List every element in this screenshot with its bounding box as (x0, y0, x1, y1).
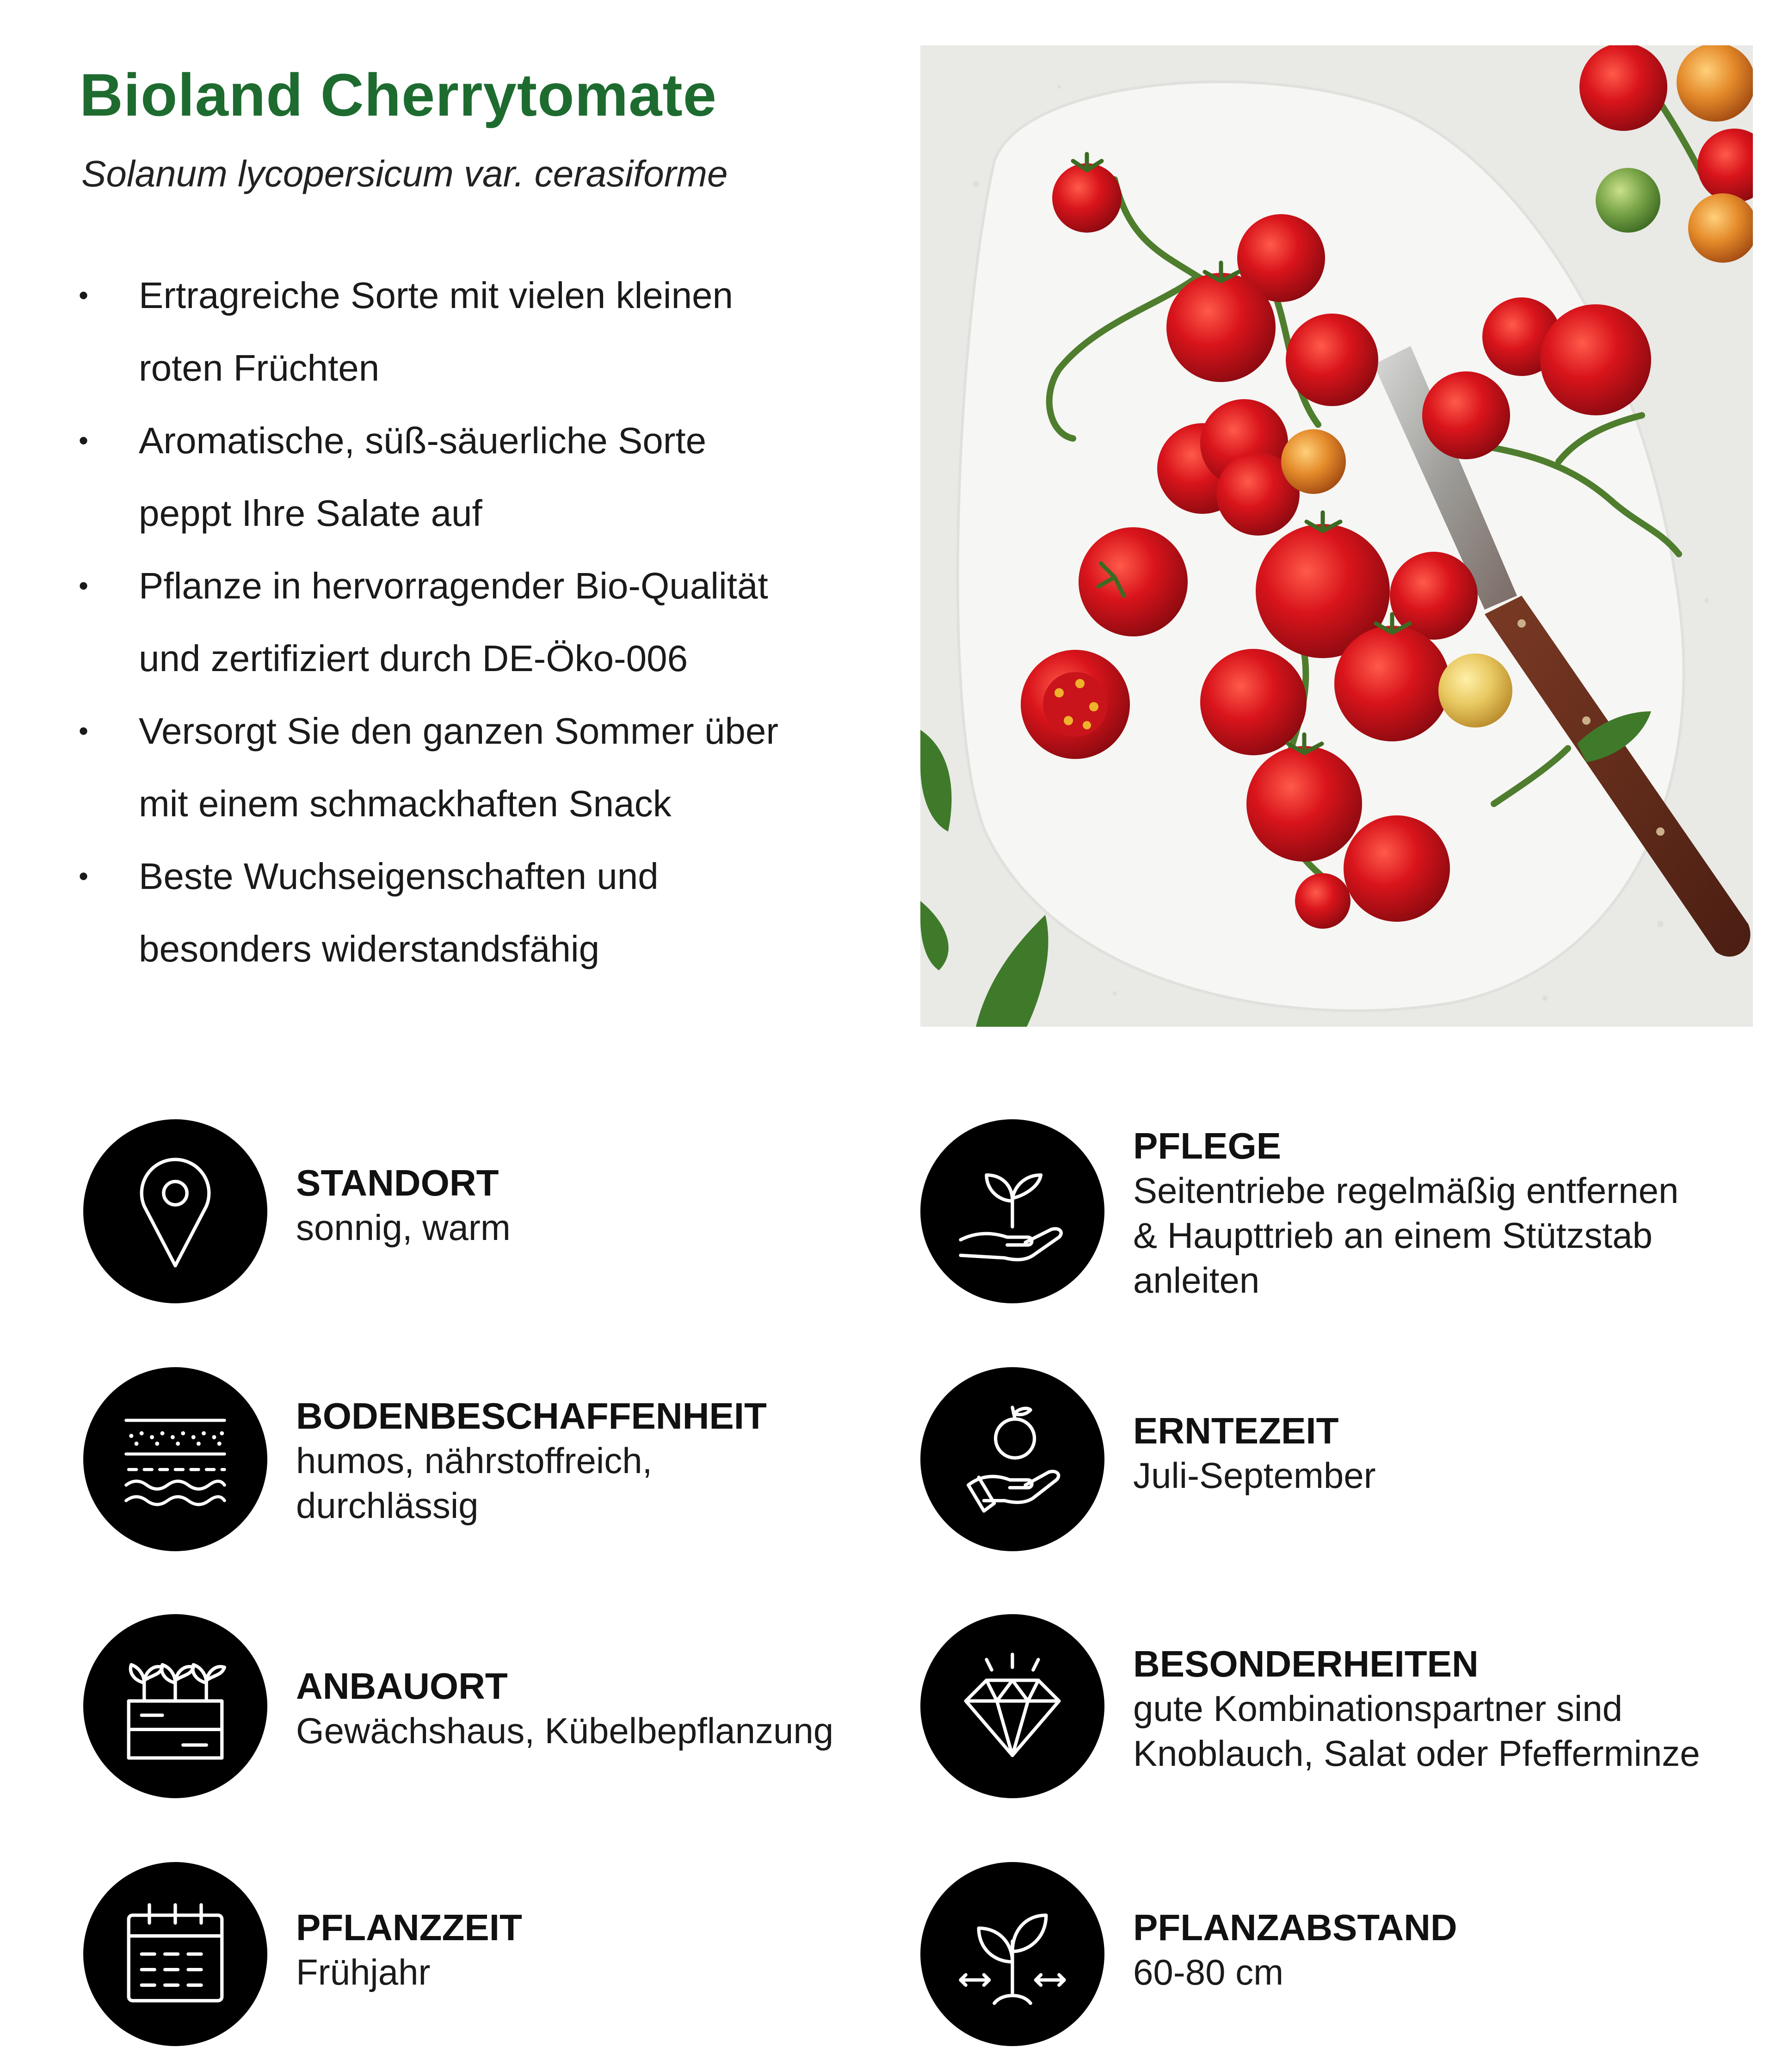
bullet-item (79, 404, 911, 549)
bullet-line: und zertifiziert durch DE-Öko-006 (139, 638, 688, 679)
feature-bodenbeschaffenheit (83, 1367, 916, 1552)
feature-heading: PFLANZZEIT (296, 1907, 522, 1948)
feature-value: humos, nährstoffreich, durchlässig (296, 1440, 653, 1526)
bullet-line: besonders widerstandsfähig (139, 928, 600, 969)
feature-icon-circle (920, 1367, 1104, 1551)
feature-value: Frühjahr (296, 1952, 431, 1992)
plant-spacing-icon (948, 1889, 1077, 2019)
feature-icon-circle (83, 1614, 267, 1798)
feature-bullet-list (79, 259, 911, 985)
feature-pflanzzeit (83, 1862, 916, 2047)
bullet-dot: • (79, 280, 89, 311)
bullet-item (79, 840, 911, 985)
soil-layers-icon (111, 1394, 240, 1524)
bullet-line: Versorgt Sie den ganzen Sommer über (139, 710, 779, 752)
bullet-dot: • (79, 861, 89, 892)
feature-pflanzabstand (920, 1862, 1767, 2047)
bullet-dot: • (79, 425, 89, 456)
feature-erntezeit (920, 1367, 1767, 1552)
bullet-line: roten Früchten (139, 347, 380, 388)
bullet-item (79, 259, 911, 404)
bullet-dot: • (79, 715, 89, 746)
feature-standort (83, 1119, 916, 1304)
feature-icon-circle (83, 1862, 267, 2046)
bullet-line: Ertragreiche Sorte mit vielen kleinen (139, 275, 734, 316)
bullet-line: peppt Ihre Salate auf (139, 493, 482, 534)
feature-icon-circle (920, 1119, 1104, 1303)
bullet-line: Pflanze in hervorragender Bio-Qualität (139, 565, 768, 606)
product-photo (920, 45, 1753, 1027)
bullet-line: mit einem schmackhaften Snack (139, 783, 672, 824)
bullet-item (79, 549, 911, 695)
feature-value: sonnig, warm (296, 1207, 511, 1248)
feature-heading: BESONDERHEITEN (1133, 1643, 1479, 1684)
product-title: Bioland Cherrytomate (80, 61, 717, 129)
feature-heading: PFLEGE (1133, 1125, 1282, 1166)
feature-icon-circle (920, 1862, 1104, 2046)
location-pin-icon (111, 1147, 240, 1276)
feature-heading: ANBAUORT (296, 1665, 508, 1707)
feature-besonderheiten (920, 1614, 1767, 1799)
feature-heading: ERNTEZEIT (1133, 1410, 1339, 1451)
diamond-icon (948, 1641, 1077, 1771)
feature-icon-circle (920, 1614, 1104, 1798)
feature-value: Gewächshaus, Kübelbepflanzung (296, 1710, 834, 1751)
bullet-item (79, 695, 911, 840)
feature-value: 60-80 cm (1133, 1952, 1284, 1992)
feature-icon-circle (83, 1119, 267, 1303)
bullet-line: Beste Wuchseigenschaften und (139, 856, 659, 897)
bullet-line: Aromatische, süß-säuerliche Sorte (139, 420, 707, 461)
feature-icon-circle (83, 1367, 267, 1551)
feature-pflege (920, 1119, 1767, 1314)
planter-box-icon (111, 1641, 240, 1771)
harvest-hand-icon (948, 1394, 1077, 1524)
feature-anbauort (83, 1614, 916, 1799)
feature-heading: STANDORT (296, 1162, 499, 1203)
seedling-hand-icon (948, 1147, 1077, 1276)
calendar-icon (111, 1889, 240, 2019)
feature-heading: BODENBESCHAFFENHEIT (296, 1395, 767, 1437)
feature-value: gute Kombinationspartner sind Knoblauch, Salat oder Pfefferminze (1133, 1688, 1700, 1774)
feature-value: Seitentriebe regelmäßig entfernen & Haupttrieb an einem Stützstab anleiten (1133, 1170, 1679, 1301)
feature-value: Juli-September (1133, 1455, 1376, 1496)
feature-heading: PFLANZABSTAND (1133, 1907, 1457, 1948)
botanical-name: Solanum lycopersicum var. cerasiforme (81, 153, 728, 194)
bullet-dot: • (79, 570, 89, 601)
